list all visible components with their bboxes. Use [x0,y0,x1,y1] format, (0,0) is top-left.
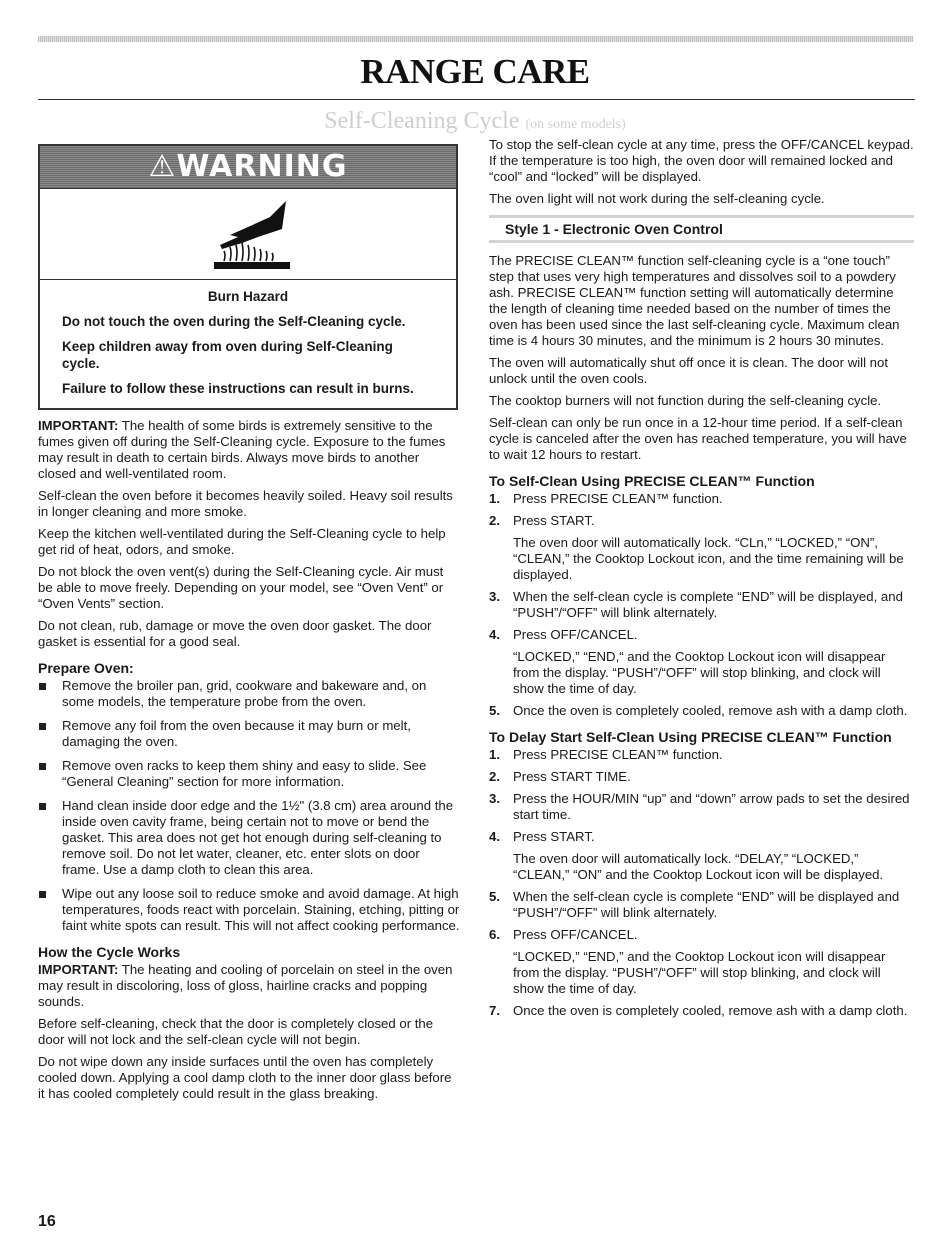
paragraph: To stop the self-clean cycle at any time, press the OFF/CANCEL keypad. If the temperature is too high, the oven door will remained locked and “cool” and “locked” will be displayed. [489,137,914,184]
hazard-name: Burn Hazard [207,289,289,304]
list-item: Remove the broiler pan, grid, cookware and bakeware and, on some models, the temperature probe from the oven. [38,678,460,710]
warning-header [40,146,456,189]
step-number: 1. [489,491,500,506]
list-item: Remove oven racks to keep them shiny and easy to slide. See “General Cleaning” section for more information. [38,758,460,790]
paragraph: Do not wipe down any inside surfaces until the oven has completely cooled down. Applying a cool damp cloth to the inner door glass before it has cooled completely could result in the glass breaking. [38,1054,452,1101]
left-column [38,418,460,1108]
paragraph: Keep the kitchen well-ventilated during the Self-Cleaning cycle to help get rid of heat, odors, and smoke. [38,526,446,557]
step-text: When the self-clean cycle is complete “END” will be displayed and “PUSH”/“OFF” will blink alternately. [513,889,900,920]
step-item [489,703,914,719]
step-item [489,747,914,763]
prepare-oven-heading: Prepare Oven: [38,660,134,676]
step-text: Press OFF/CANCEL. [513,927,638,942]
warning-title: WARNING [176,149,348,184]
step-text: Once the oven is completely cooled, remove ash with a damp cloth. [513,1003,908,1018]
step-number: 4. [489,829,500,844]
step-detail: “LOCKED,” “END,“ and the Cooktop Lockout icon will disappear from the display. “PUSH”/“OFF” will stop blinking, and clock will show the time of day. [513,649,886,696]
warning-box [38,144,458,410]
step-item [489,927,914,997]
delay-start-steps [489,747,914,1019]
how-cycle-works-heading: How the Cycle Works [38,944,181,960]
step-item [489,589,914,621]
step-detail: The oven door will automatically lock. “CLn,” “LOCKED,” “ON”, “CLEAN,” the Cooktop Lockout icon, and the time remaining will be displayed. [513,535,904,582]
step-text: Press PRECISE CLEAN™ function. [513,747,723,762]
paragraph: Do not block the oven vent(s) during the Self-Cleaning cycle. Air must be able to move freely. Depending on your model, see “Oven Vent” or “Oven Vents” section. [38,564,444,611]
paragraph: The PRECISE CLEAN™ function self-cleaning cycle is a “one touch” step that uses very high temperatures and dissolves soil to a powdery ash. PRECISE CLEAN™ function setting will automatically determine the length of cleaning time needed based on the number of times the oven has been used since the last self-cleaning cycle. Maximum clean time is 4 hours 30 minutes, and the minimum is 2 hours 30 minutes. [489,253,900,348]
right-column [489,137,914,1025]
important-label: IMPORTANT: [38,962,119,977]
step-detail: “LOCKED,” “END,” and the Cooktop Lockout icon will disappear from the display. “PUSH”/“OFF” will stop blinking, and clock will show the time of day. [513,949,886,996]
step-number: 1. [489,747,500,762]
step-text: When the self-clean cycle is complete “END” will be displayed, and “PUSH”/“OFF” will blink alternately. [513,589,903,620]
step-number: 2. [489,769,500,784]
hot-hand-icon [212,199,292,271]
step-detail: The oven door will automatically lock. “DELAY,” “LOCKED,” “CLEAN,” “ON” and the Cooktop Lockout icon will be displayed. [513,851,884,882]
step-number: 3. [489,589,500,604]
step-number: 5. [489,889,500,904]
self-clean-heading: To Self-Clean Using PRECISE CLEAN™ Function [489,473,815,489]
style-heading: Style 1 - Electronic Oven Control [489,215,914,243]
step-item [489,829,914,883]
burn-hazard-pictogram [40,189,456,280]
paragraph: Before self-cleaning, check that the door is completely closed or the door will not lock and the self-clean cycle will not begin. [38,1016,434,1047]
step-number: 7. [489,1003,500,1018]
step-text: Press START TIME. [513,769,631,784]
list-item: Remove any foil from the oven because it may burn or melt, damaging the oven. [38,718,460,750]
warning-line: Do not touch the oven during the Self-Cleaning cycle. [62,314,406,329]
step-text: Press OFF/CANCEL. [513,627,638,642]
delay-start-heading: To Delay Start Self-Clean Using PRECISE CLEAN™ Function [489,729,892,745]
step-text: Press the HOUR/MIN “up” and “down” arrow pads to set the desired start time. [513,791,910,822]
step-number: 4. [489,627,500,642]
step-number: 5. [489,703,500,718]
subtitle-note: (on some models) [525,117,626,132]
step-item [489,627,914,697]
step-item [489,513,914,583]
warning-line: Failure to follow these instructions can result in burns. [62,381,414,396]
important-text: The health of some birds is extremely sensitive to the fumes given off during the Self-Cleaning cycle. Exposure to the fumes may result in death to certain birds. Always move birds to another closed and well-ventilated room. [38,418,446,481]
warning-text [40,280,456,397]
top-rule [38,36,913,42]
paragraph: The oven light will not work during the self-cleaning cycle. [489,191,825,206]
important-label: IMPORTANT: [38,418,119,433]
paragraph: Self-clean can only be run once in a 12-hour time period. If a self-clean cycle is canceled after the oven has reached temperature, you will have to wait 12 hours to restart. [489,415,907,462]
prepare-oven-list [38,678,460,934]
step-item [489,769,914,785]
warning-line: Keep children away from oven during Self-Cleaning cycle. [62,339,393,371]
step-item [489,491,914,507]
step-number: 2. [489,513,500,528]
important-text: The heating and cooling of porcelain on steel in the oven may result in discoloring, loss of gloss, hairline cracks and popping sounds. [38,962,453,1009]
paragraph: Self-clean the oven before it becomes heavily soiled. Heavy soil results in longer cleaning and more smoke. [38,488,453,519]
step-text: Press START. [513,513,595,528]
important-paragraph [38,962,460,1010]
step-item [489,889,914,921]
step-item [489,1003,914,1019]
list-item: Wipe out any loose soil to reduce smoke and avoid damage. At high temperatures, foods react with porcelain. Staining, etching, pitting or faint white spots can result. This will not affect cooking performance. [38,886,460,934]
important-paragraph [38,418,460,482]
step-item [489,791,914,823]
paragraph: Do not clean, rub, damage or move the oven door gasket. The door gasket is essential for a good seal. [38,618,432,649]
self-clean-steps [489,491,914,719]
subtitle-text: Self-Cleaning Cycle [324,108,520,134]
step-number: 6. [489,927,500,942]
step-text: Once the oven is completely cooled, remove ash with a damp cloth. [513,703,908,718]
warning-triangle-icon: ⚠ [148,149,177,184]
title-divider [38,99,915,100]
section-subtitle [0,108,950,135]
paragraph: The cooktop burners will not function during the self-cleaning cycle. [489,393,882,408]
step-text: Press PRECISE CLEAN™ function. [513,491,723,506]
step-number: 3. [489,791,500,806]
page-number: 16 [38,1213,56,1230]
list-item: Hand clean inside door edge and the 1½" (3.8 cm) area around the inside oven cavity frame, being certain not to move or bend the gasket. This area does not get hot enough during self-cleaning to remove soil. Do not let water, cleaner, etc. enter slots on door frame. Use a damp cloth to clean this area. [38,798,460,878]
step-text: Press START. [513,829,595,844]
paragraph: The oven will automatically shut off once it is clean. The door will not unlock until the oven cools. [489,355,889,386]
page-title: RANGE CARE [360,52,590,91]
